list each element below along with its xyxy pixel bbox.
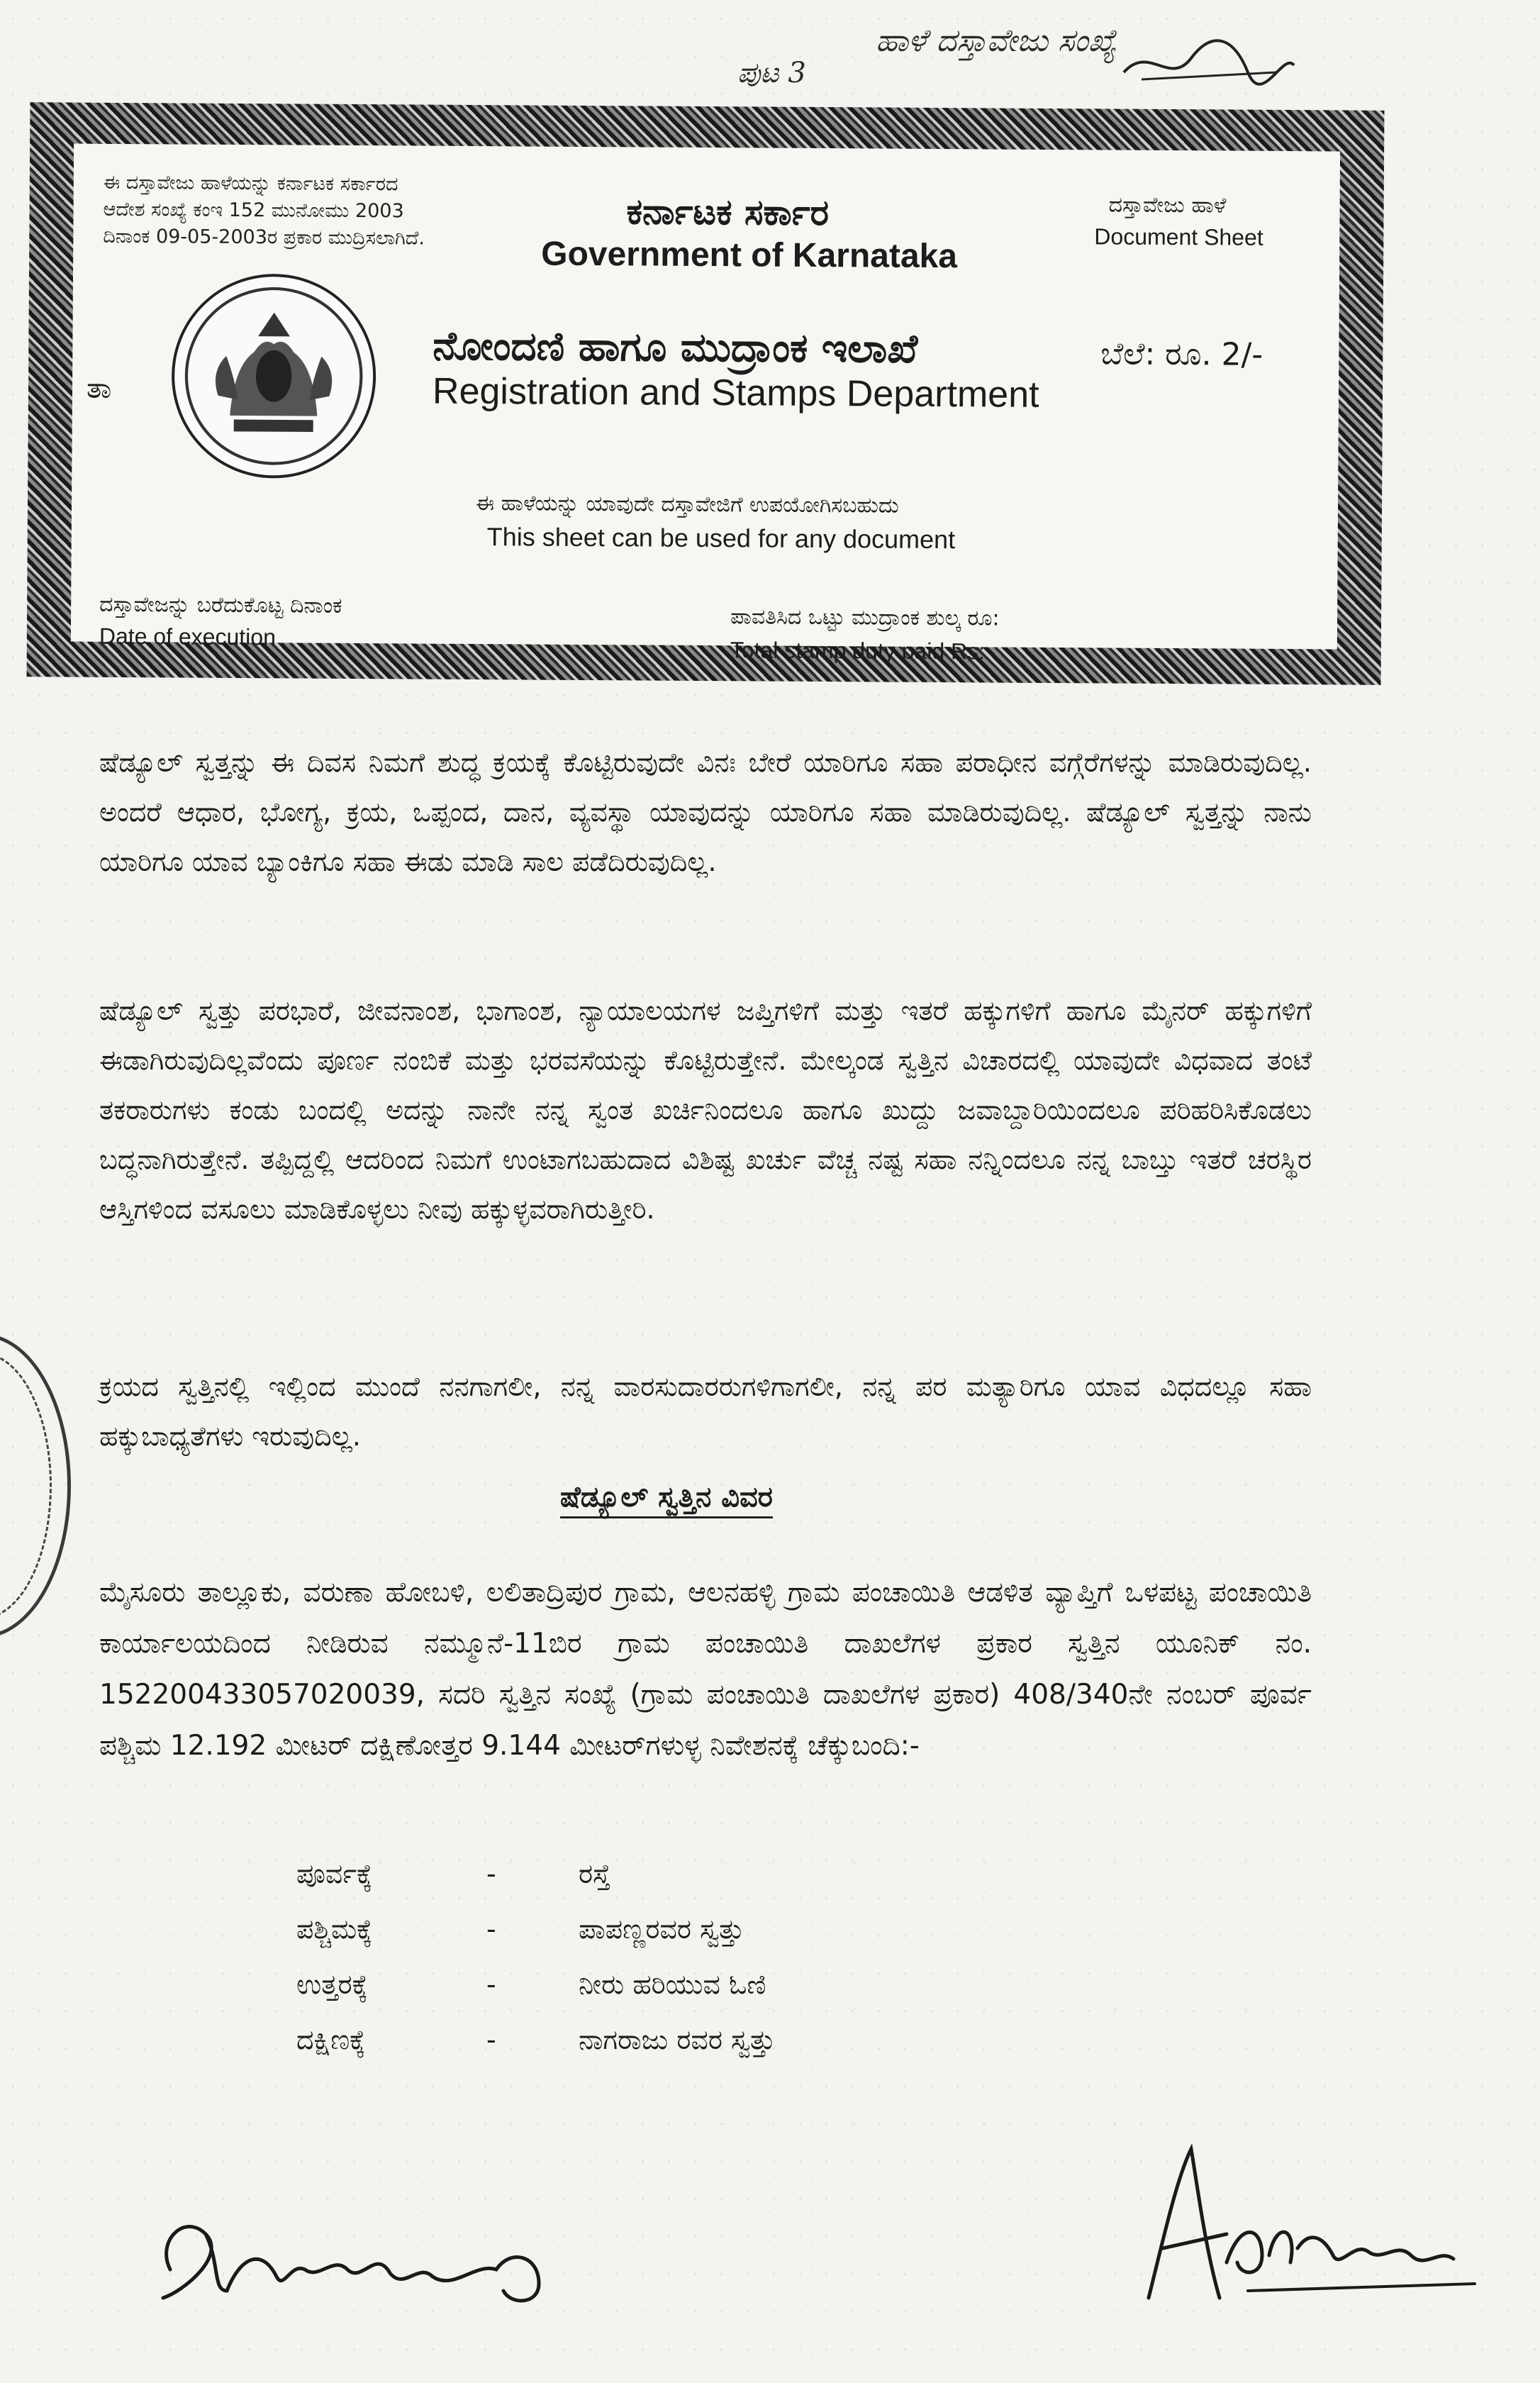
handwritten-page-number: ಪುಟ 3	[737, 57, 806, 89]
document-sheet-label-english: Document Sheet	[1094, 223, 1263, 250]
karnataka-emblem-icon	[171, 273, 376, 479]
property-description-paragraph: ಮೈಸೂರು ತಾಲ್ಲೂಕು, ವರುಣಾ ಹೋಬಳಿ, ಲಲಿತಾದ್ರಿಪುರ ಗ್ರಾಮ, ಆಲನಹಳ್ಳಿ ಗ್ರಾಮ ಪಂಚಾಯಿತಿ ಆಡಳಿತ ವ್ಯಾಪ್ತಿಗೆ ಒಳಪಟ್ಟ ಪಂಚಾಯಿತಿ ಕಾರ್ಯಾಲಯದಿಂದ ನೀಡಿರುವ ನಮ್ಮೂನೆ-11ಬಿರ ಗ್ರಾಮ ಪಂಚಾಯಿತಿ ದಾಖಲೆಗಳ ಪ್ರಕಾರ ಸ್ವತ್ತಿನ ಯೂನಿಕ್ ನಂ. 152200433057020039, ಸದರಿ ಸ್ವತ್ತಿನ ಸಂಖ್ಯೆ (ಗ್ರಾಮ ಪಂಚಾಯಿತಿ ದಾಖಲೆಗಳ ಪ್ರಕಾರ) 408/340ನೇ ನಂಬರ್ ಪೂರ್ವ ಪಶ್ಚಿಮ 12.192 ಮೀಟರ್ ದಕ್ಷಿಣೋತ್ತರ 9.144 ಮೀಟರ್‌ಗಳುಳ್ಳ ನಿವೇಶನಕ್ಕೆ ಚೆಕ್ಕುಬಂದಿ:-	[99, 1577, 1312, 1762]
government-title-kannada: ಕರ್ನಾಟಕ ಸರ್ಕಾರ	[626, 191, 830, 234]
encumbrance-declaration-paragraph: ಷೆಡ್ಯೂಲ್ ಸ್ವತ್ತನ್ನು ಈ ದಿವಸ ನಿಮಗೆ ಶುದ್ಧ ಕ್ರಯಕ್ಕೆ ಕೊಟ್ಟಿರುವುದೇ ವಿನಃ ಬೇರೆ ಯಾರಿಗೂ ಸಹಾ ಪರಾಧೀನ ವಗ್ಗೆರೆಗಳನ್ನು ಮಾಡಿರುವುದಿಲ್ಲ. ಅಂದರೆ ಆಧಾರ, ಭೋಗ್ಯ, ಕ್ರಯ, ಒಪ್ಪಂದ, ದಾನ, ವ್ಯವಸ್ಥಾ ಯಾವುದನ್ನು ಯಾರಿಗೂ ಸಹಾ ಮಾಡಿರುವುದಿಲ್ಲ. ಷೆಡ್ಯೂಲ್ ಸ್ವತ್ತನ್ನು ನಾನು ಯಾರಿಗೂ ಯಾವ ಬ್ಯಾಂಕಿಗೂ ಸಹಾ ಈಡು ಮಾಡಿ ಸಾಲ ಪಡೆದಿರುವುದಿಲ್ಲ.	[99, 747, 1312, 877]
order-note-line: ಆದೇಶ ಸಂಖ್ಯೆ ಕಂಇ 152 ಮುನೋಮು 2003	[103, 198, 404, 223]
schedule-heading: ಷೆಡ್ಯೂಲ್ ಸ್ವತ್ತಿನ ವಿವರ	[560, 1481, 773, 1518]
department-title-english: Registration and Stamps Department	[432, 370, 1039, 416]
boundary-dash: -	[486, 1913, 496, 1945]
boundary-direction: ಉತ್ತರಕ್ಕೆ	[296, 1969, 368, 2000]
boundary-value: ನಾಗರಾಜು ರವರ ಸ್ವತ್ತು	[579, 2024, 776, 2055]
sheet-number-scribble	[1120, 30, 1298, 94]
stamp-paper-panel	[71, 144, 1340, 665]
boundary-dash: -	[486, 2024, 496, 2055]
purchaser-signature	[1120, 2135, 1489, 2319]
government-title-english: Government of Karnataka	[541, 235, 958, 276]
seller-signature	[142, 2184, 596, 2326]
usage-note-english: This sheet can be used for any document	[486, 522, 956, 555]
execution-date-label-kannada: ದಸ್ತಾವೇಜನ್ನು ಬರೆದುಕೊಟ್ಟ ದಿನಾಂಕ	[99, 591, 342, 618]
sheet-price: ಬೆಲೆ: ರೂ. 2/-	[1100, 335, 1263, 373]
execution-date-label-english: Date of execution	[99, 623, 277, 650]
boundary-value: ರಸ್ತೆ	[579, 1858, 611, 1889]
boundary-value: ಪಾಪಣ್ಣರವರ ಸ್ವತ್ತು	[579, 1913, 744, 1945]
no-claim-paragraph: ಕ್ರಯದ ಸ್ವತ್ತಿನಲ್ಲಿ ಇಲ್ಲಿಂದ ಮುಂದೆ ನನಗಾಗಲೀ, ನನ್ನ ವಾರಸುದಾರರುಗಳಿಗಾಗಲೀ, ನನ್ನ ಪರ ಮತ್ಯಾರಿಗೂ ಯಾವ ವಿಧದಲ್ಲೂ ಸಹಾ ಹಕ್ಕುಬಾಧ್ಯತೆಗಳು ಇರುವುದಿಲ್ಲ.	[99, 1371, 1312, 1452]
printing-order-note	[103, 170, 425, 252]
boundary-direction: ಪಶ್ಚಿಮಕ್ಕೆ	[296, 1913, 373, 1945]
boundary-direction: ಪೂರ್ವಕ್ಕೆ	[296, 1858, 373, 1889]
boundary-direction: ದಕ್ಷಿಣಕ್ಕೆ	[296, 2024, 366, 2055]
sheet-number-label: ಹಾಳೆ ದಸ್ತಾವೇಜು ಸಂಖ್ಯೆ	[876, 23, 1117, 59]
handwritten-page-annotation	[723, 16, 1305, 101]
stamp-duty-label-english: Total stamp duty paid Rs:	[730, 637, 986, 665]
boundary-value: ನೀರು ಹರಿಯುವ ಓಣಿ	[579, 1969, 766, 2000]
document-sheet-label-kannada: ದಸ್ತಾವೇಜು ಹಾಳೆ	[1108, 192, 1227, 218]
order-note-line: ಈ ದಸ್ತಾವೇಜು ಹಾಳೆಯನ್ನು ಕರ್ನಾಟಕ ಸರ್ಕಾರದ	[103, 171, 398, 196]
stamp-duty-label-kannada: ಪಾವತಿಸಿದ ಒಟ್ಟು ಮುದ್ರಾಂಕ ಶುಲ್ಕ ರೂ:	[730, 604, 1000, 631]
boundary-dash: -	[486, 1969, 496, 2000]
indemnity-paragraph: ಷೆಡ್ಯೂಲ್ ಸ್ವತ್ತು ಪರಭಾರೆ, ಜೀವನಾಂಶ, ಭಾಗಾಂಶ, ನ್ಯಾಯಾಲಯಗಳ ಜಪ್ತಿಗಳಿಗೆ ಮತ್ತು ಇತರೆ ಹಕ್ಕುಗಳಿಗೆ ಹಾಗೂ ಮೈನರ್ ಹಕ್ಕುಗಳಿಗೆ ಈಡಾಗಿರುವುದಿಲ್ಲವೆಂದು ಪೂರ್ಣ ನಂಬಿಕೆ ಮತ್ತು ಭರವಸೆಯನ್ನು ಕೊಟ್ಟಿರುತ್ತೇನೆ. ಮೇಲ್ಕಂಡ ಸ್ವತ್ತಿನ ವಿಚಾರದಲ್ಲಿ ಯಾವುದೇ ವಿಧವಾದ ತಂಟೆ ತಕರಾರುಗಳು ಕಂಡು ಬಂದಲ್ಲಿ ಅದನ್ನು ನಾನೇ ನನ್ನ ಸ್ವಂತ ಖರ್ಚಿನಿಂದಲೂ ಹಾಗೂ ಖುದ್ದು ಜವಾಬ್ದಾರಿಯಿಂದಲೂ ಪರಿಹರಿಸಿಕೊಡಲು ಬದ್ಧನಾಗಿರುತ್ತೇನೆ. ತಪ್ಪಿದ್ದಲ್ಲಿ ಆದರಿಂದ ನಿಮಗೆ ಉಂಟಾಗಬಹುದಾದ ವಿಶಿಷ್ಟ ಖರ್ಚು ವೆಚ್ಚ ನಷ್ಟ ಸಹಾ ನನ್ನಿಂದಲೂ ನನ್ನ ಬಾಬ್ತು ಇತರೆ ಚರಸ್ಥಿರ ಆಸ್ತಿಗಳಿಂದ ವಸೂಲು ಮಾಡಿಕೊಳ್ಳಲು ನೀವು ಹಕ್ಕುಳ್ಳವರಾಗಿರುತ್ತೀರಿ.	[99, 995, 1312, 1225]
department-title-kannada: ನೋಂದಣಿ ಹಾಗೂ ಮುದ್ರಾಂಕ ಇಲಾಖೆ	[433, 323, 918, 372]
usage-note-kannada: ಈ ಹಾಳೆಯನ್ನು ಯಾವುದೇ ದಸ್ತಾವೇಜಿಗೆ ಉಪಯೋಗಿಸಬಹುದು	[475, 491, 899, 518]
boundary-dash: -	[486, 1858, 496, 1889]
stamp-paper-border	[27, 102, 1385, 685]
order-note-line: ದಿನಾಂಕ 09-05-2003ರ ಪ್ರಕಾರ ಮುದ್ರಿಸಲಾಗಿದೆ.	[103, 225, 425, 250]
partial-office-seal	[0, 1333, 71, 1638]
taluk-mark: ತಾ	[86, 372, 112, 405]
